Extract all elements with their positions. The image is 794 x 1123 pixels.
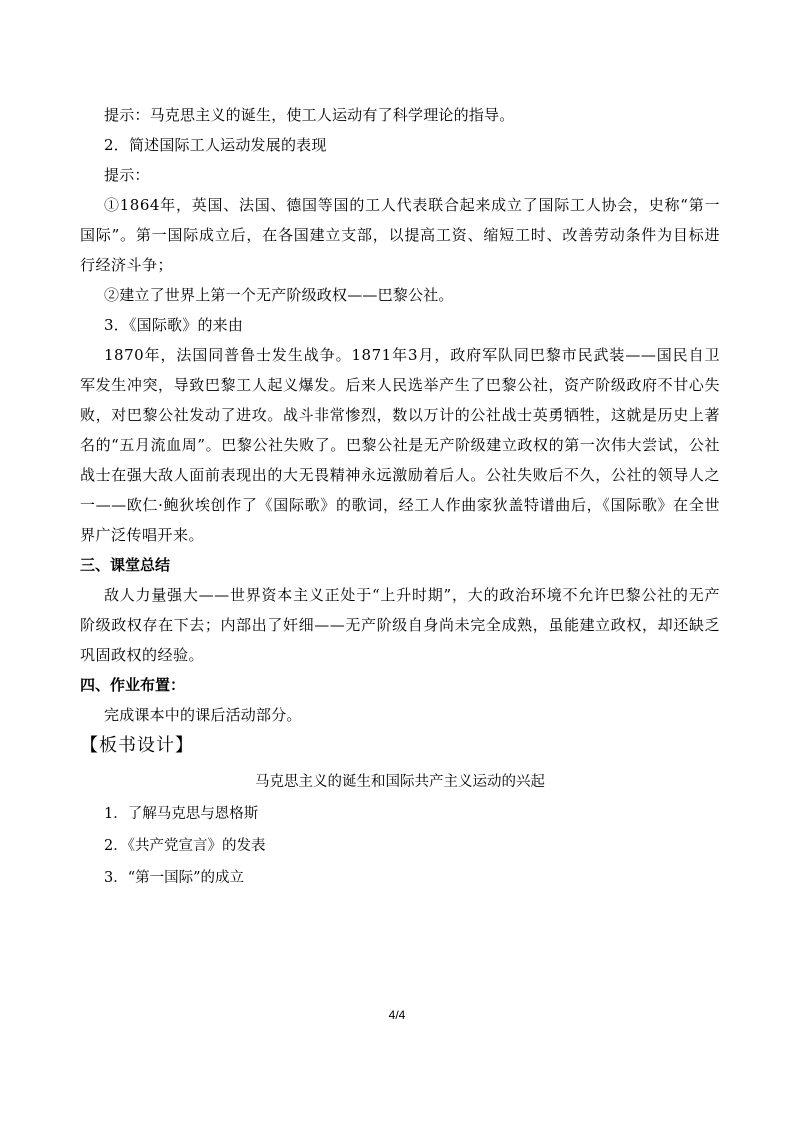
board-item: 1．了解马克思与恩格斯 bbox=[104, 806, 259, 822]
hint-1: 提示：马克思主义的诞生，使工人运动有了科学理论的指导。 bbox=[104, 106, 515, 124]
question-2-title: 2．简述国际工人运动发展的表现 bbox=[104, 136, 327, 154]
point-1: ①1864年，英国、法国、德国等国的工人代表联合起来成立了国际工人协会，史称“第一国际”。第一国际成立后，在各国建立支部，以提高工资、缩短工时、改善劳动条件为目标进行经济斗争； bbox=[80, 196, 720, 274]
question-3-paragraph: 1870年，法国同普鲁士发生战争。1871年3月，政府军队同巴黎市民武装——国民自卫军发生冲突，导致巴黎工人起义爆发。后来人民选举产生了巴黎公社，资产阶级政府不甘心失败，对巴黎公社发动了进攻。战斗非常惨烈，数以万计的公社战士英勇牺牲，这就是历史上著名的“五月流血周”。巴黎公社失败了。巴黎公社是无产阶级建立政权的第一次伟大尝试，公社战士在强大敌人面前表现出的大无畏精神永远激励着后人。公社失败后不久，公社的领导人之一——欧仁·鲍狄埃创作了《国际歌》的歌词，经工人作曲家狄盖特谱曲后，《国际歌》在全世界广泛传唱开来。 bbox=[80, 346, 720, 544]
point-2: ②建立了世界上第一个无产阶级政权——巴黎公社。 bbox=[104, 286, 454, 304]
board-item: 2．《共产党宣言》的发表 bbox=[104, 838, 266, 854]
section-4-heading: 四、作业布置： bbox=[80, 676, 186, 694]
board-item: 3．“第一国际”的成立 bbox=[104, 870, 245, 886]
question-3-title: 3．《国际歌》的来由 bbox=[104, 316, 244, 334]
board-title: 马克思主义的诞生和国际共产主义运动的兴起 bbox=[255, 774, 545, 790]
hint-label: 提示： bbox=[104, 166, 150, 184]
summary-paragraph: 敌人力量强大——世界资本主义正处于“上升时期”，大的政治环境不允许巴黎公社的无产阶级政权存在下去；内部出了奸细——无产阶级自身尚未完全成熟，虽能建立政权，却还缺乏巩固政权的经验。 bbox=[80, 586, 720, 664]
board-design-heading: 【板书设计】 bbox=[80, 735, 194, 756]
homework-text: 完成课本中的课后活动部分。 bbox=[104, 706, 302, 724]
document-body bbox=[80, 100, 720, 894]
section-3-heading: 三、课堂总结 bbox=[80, 556, 171, 574]
page-number: 4/4 bbox=[388, 1008, 406, 1022]
